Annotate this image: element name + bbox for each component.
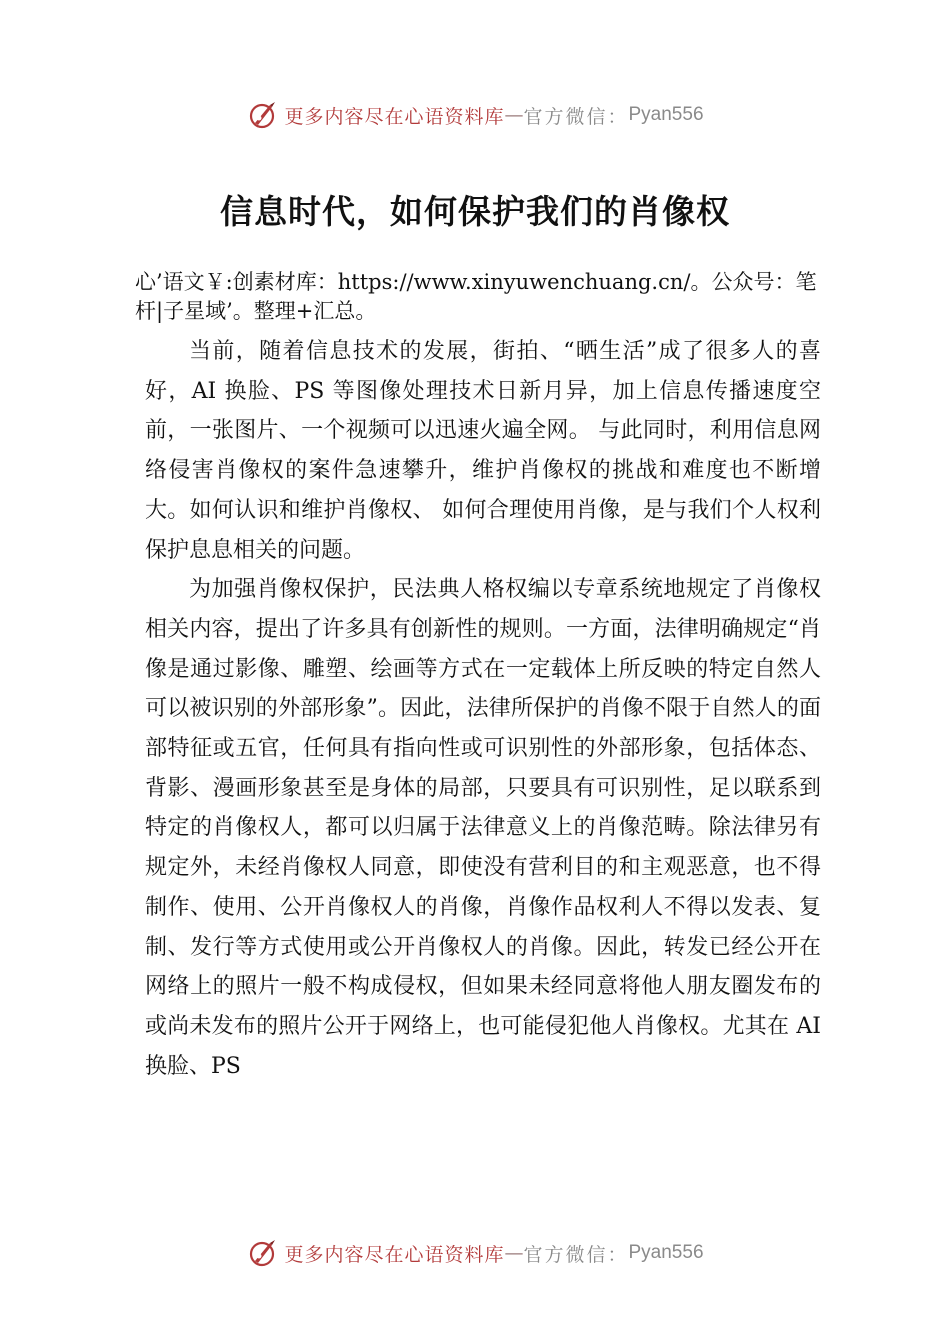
banner-wechat-label: 官方微信：	[523, 1243, 629, 1266]
banner-site-name: 更多内容尽在心语资料库	[284, 105, 505, 128]
document-title: 信息时代，如何保护我们的肖像权	[220, 192, 730, 231]
footer-banner	[0, 1233, 950, 1273]
paragraph: 当前，随着信息技术的发展，街拍、“晒生活”成了很多人的喜好，AI 换脸、PS 等图像处理技术日新月异，加上信息传播速度空前，一张图片、一个视频可以迅速火遍全网。 与此同时，利用信息网络侵害肖像权的案件急速攀升，维护肖像权的挑战和难度也不断增大。如何认识和维护肖像权、 如何合理使用肖像，是与我们个人权利保护息息相关的问题。	[145, 339, 821, 563]
banner-dash: —	[504, 1242, 524, 1264]
banner-wechat-id: Pyan556	[628, 1242, 704, 1263]
banner-wechat-id: Pyan556	[628, 104, 704, 125]
banner-dash: —	[504, 104, 524, 126]
source-line: 心’语文￥:创素材库：https://www.xinyuwenchuang.cn/。公众号：笔杆|子星域’。整理+汇总。	[135, 270, 817, 323]
quill-pen-logo-icon	[246, 1237, 278, 1269]
banner-site-name: 更多内容尽在心语资料库	[284, 1243, 505, 1266]
quill-pen-logo-icon	[246, 99, 278, 131]
paragraph: 为加强肖像权保护，民法典人格权编以专章系统地规定了肖像权相关内容，提出了许多具有创新性的规则。一方面，法律明确规定“肖像是通过影像、雕塑、绘画等方式在一定载体上所反映的特定自然人可以被识别的外部形象”。因此，法律所保护的肖像不限于自然人的面部特征或五官，任何具有指向性或可识别性的外部形象，包括体态、背影、漫画形象甚至是身体的局部，只要具有可识别性，足以联系到特定的肖像权人，都可以归属于法律意义上的肖像范畴。除法律另有规定外，未经肖像权人同意，即使没有营利目的和主观恶意，也不得制作、使用、公开肖像权人的肖像，肖像作品权利人不得以发表、复制、发行等方式使用或公开肖像权人的肖像。因此，转发已经公开在网络上的照片一般不构成侵权，但如果未经同意将他人朋友圈发布的或尚未发布的照片公开于网络上，也可能侵犯他人肖像权。尤其在 AI 换脸、PS	[145, 577, 821, 1079]
header-banner	[0, 95, 950, 135]
document-body	[145, 332, 821, 1086]
banner-wechat-label: 官方微信：	[523, 105, 629, 128]
